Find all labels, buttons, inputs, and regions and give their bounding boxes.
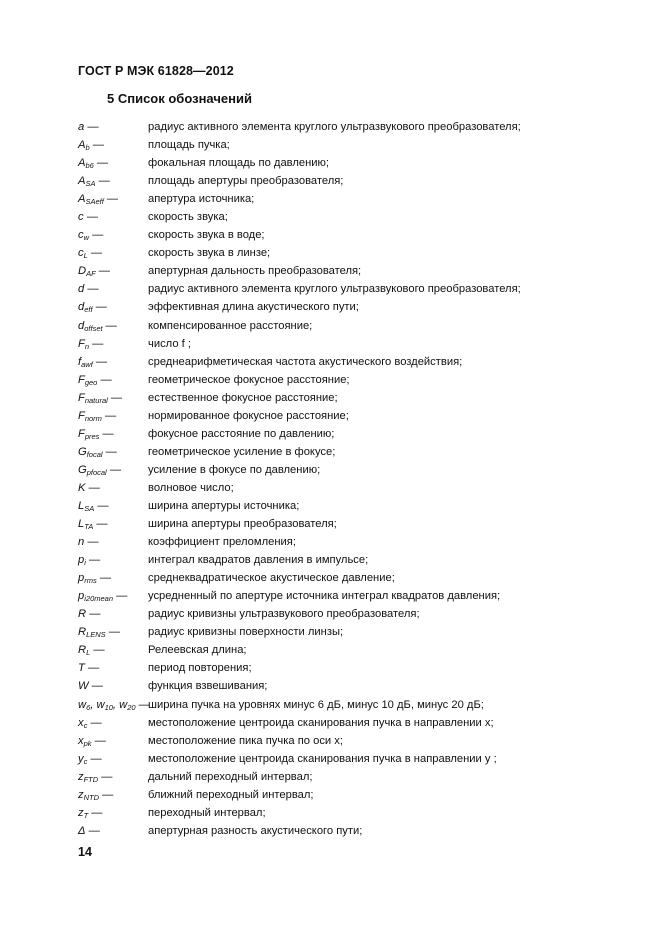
symbol-base: G <box>78 445 87 458</box>
symbol-definition: функция взвешивания; <box>148 680 268 693</box>
em-dash: — <box>90 644 105 657</box>
symbol <box>78 533 99 551</box>
symbol-row <box>78 768 638 786</box>
symbol-row <box>78 461 638 479</box>
symbol-row <box>78 335 638 353</box>
symbol-base: c <box>78 211 84 224</box>
symbol <box>78 659 99 677</box>
em-dash: — <box>92 301 107 314</box>
symbol <box>78 605 100 623</box>
symbol-definition: ширина пучка на уровнях минус 6 дБ, минус 10 дБ, минус 20 дБ; <box>148 698 484 711</box>
em-dash: — <box>96 572 112 585</box>
symbol <box>78 677 103 695</box>
symbol-row <box>78 714 638 732</box>
em-dash: — <box>87 716 102 729</box>
symbol-definition: геометрическое усиление в фокусе; <box>148 445 336 458</box>
symbol-definition: апертура источника; <box>148 193 255 206</box>
symbol-definition: апертурная разность акустического пути; <box>148 824 363 837</box>
symbol-row <box>78 750 638 768</box>
em-dash: — <box>87 247 103 260</box>
symbol-row <box>78 822 638 840</box>
symbol-base: c <box>78 247 84 260</box>
symbol-row <box>78 732 638 750</box>
em-dash: — <box>99 788 114 801</box>
symbol-base: L <box>78 518 85 531</box>
symbol-base: z <box>78 806 84 819</box>
symbol-definition: ближний переходный интервал; <box>148 788 314 801</box>
em-dash: — <box>84 662 100 675</box>
symbol-base: p <box>78 572 85 585</box>
symbol-row <box>78 425 638 443</box>
em-dash: — <box>94 499 109 512</box>
symbol-base: F <box>78 409 85 422</box>
symbol-definition: усиление в фокусе по давлению; <box>148 463 321 476</box>
symbol-base: z <box>78 770 84 783</box>
symbol-definition: дальний переходный интервал; <box>148 770 313 783</box>
symbol-subscript: eff <box>84 305 93 315</box>
em-dash: — <box>93 157 109 170</box>
symbol-subscript: TA <box>84 522 94 532</box>
symbol-definition: ширина апертуры преобразователя; <box>148 518 337 531</box>
symbol-base: R <box>78 644 87 657</box>
symbol-subscript: L <box>86 648 91 658</box>
symbol-row <box>78 280 638 298</box>
symbol-subscript: i20mean <box>84 594 114 604</box>
symbol-row <box>78 641 638 659</box>
symbol-subscript: awf <box>81 359 93 369</box>
symbol-definition: переходный интервал; <box>148 806 266 819</box>
symbol-definition: площадь апертуры преобразователя; <box>148 175 344 188</box>
symbol-definition: местоположение пика пучка по оси x; <box>148 734 343 747</box>
em-dash: — <box>95 265 110 278</box>
symbol-base: A <box>78 175 86 188</box>
symbol-definition: радиус кривизны поверхности линзы; <box>148 626 344 639</box>
em-dash: — <box>85 824 100 837</box>
symbol-base: W <box>78 680 89 693</box>
symbol-subscript: c <box>83 720 88 730</box>
symbol-base: c <box>78 229 84 242</box>
symbol-base: z <box>78 788 84 801</box>
symbol-row <box>78 389 638 407</box>
em-dash: — <box>92 355 108 368</box>
symbol-definition: интеграл квадратов давления в импульсе; <box>148 554 369 567</box>
symbol-row <box>78 587 638 605</box>
em-dash: — <box>87 752 102 765</box>
symbol-base: w <box>78 698 87 711</box>
symbol-definition: скорость звука в линзе; <box>148 247 271 260</box>
symbol-row <box>78 353 638 371</box>
symbol-row <box>78 172 638 190</box>
symbol-subscript: LENS <box>86 630 106 640</box>
em-dash: — <box>99 427 114 440</box>
symbol-row <box>78 226 638 244</box>
symbol-row <box>78 118 638 136</box>
symbol-base: p <box>78 590 85 603</box>
symbol-base: L <box>78 499 85 512</box>
symbol-subscript: SA <box>84 503 95 513</box>
symbol-base: F <box>78 427 85 440</box>
symbol-subscript: T <box>83 810 89 820</box>
symbol-base: n <box>78 536 85 549</box>
em-dash: — <box>102 319 117 332</box>
symbol-row <box>78 244 638 262</box>
symbol-base: d <box>78 319 85 332</box>
em-dash: — <box>103 193 119 206</box>
em-dash: — <box>95 175 110 188</box>
symbol-definition: эффективная длина акустического пути; <box>148 301 359 314</box>
symbol-row <box>78 696 638 714</box>
symbol-base: F <box>78 391 85 404</box>
em-dash: — <box>97 373 112 386</box>
symbol-subscript: pk <box>83 738 92 748</box>
symbol-row <box>78 804 638 822</box>
em-dash: — <box>84 283 99 296</box>
symbol-definition: среднеквадратическое акустическое давление; <box>148 572 395 585</box>
symbol-definition: радиус кривизны ультразвукового преобразователя; <box>148 608 420 621</box>
symbol-row <box>78 623 638 641</box>
symbol-subscript: 6 <box>86 702 91 712</box>
symbol-subscript: natural <box>84 395 108 405</box>
section-title: 5 Список обозначений <box>107 91 252 106</box>
symbol-row <box>78 677 638 695</box>
symbol-row <box>78 659 638 677</box>
symbol-row <box>78 298 638 316</box>
symbol-subscript: i <box>84 558 86 568</box>
symbol-definition: фокусное расстояние по давлению; <box>148 427 335 440</box>
symbol-subscript: norm <box>84 413 102 423</box>
symbol-subscript: rms <box>84 576 97 586</box>
em-dash: — <box>101 409 117 422</box>
symbol-subscript: AF <box>86 269 96 279</box>
symbol-subscript: geo <box>84 377 98 387</box>
symbol-base: D <box>78 265 87 278</box>
em-dash: — <box>88 806 103 819</box>
symbol-subscript: pfocal <box>86 467 107 477</box>
em-dash: — <box>84 121 99 133</box>
em-dash: — <box>89 139 104 152</box>
em-dash: — <box>102 445 117 458</box>
symbol-definition: площадь пучка; <box>148 139 230 152</box>
symbol-extra: , $w_{10}$, $w_{20}$ <box>90 698 136 712</box>
symbol-subscript: offset <box>84 323 103 333</box>
symbol-subscript: c <box>83 756 88 766</box>
symbol <box>78 822 100 840</box>
symbol <box>78 280 99 298</box>
symbol-definition: скорость звука; <box>148 211 228 224</box>
symbol-row <box>78 371 638 389</box>
symbol-definition: апертурная дальность преобразователя; <box>148 265 362 278</box>
symbol-definition: радиус активного элемента круглого ультразвукового преобразователя; <box>148 283 521 296</box>
em-dash: — <box>93 518 108 531</box>
em-dash: — <box>89 337 104 350</box>
symbol-subscript: SAeff <box>85 197 104 207</box>
symbol-definition: усредненный по апертуре источника интеграл квадратов давления; <box>148 590 501 603</box>
symbol-definition: фокальная площадь по давлению; <box>148 157 330 170</box>
symbol-base: x <box>78 716 84 729</box>
symbol-base: d <box>78 283 85 296</box>
symbol-definition: период повторения; <box>148 662 252 675</box>
symbol <box>78 118 99 136</box>
symbol-subscript: FTD <box>83 774 99 784</box>
symbol-subscript: focal <box>86 449 103 459</box>
em-dash: — <box>89 229 104 242</box>
symbol-subscript: NTD <box>83 792 100 802</box>
em-dash: — <box>98 770 113 783</box>
symbol-base: F <box>78 337 85 350</box>
symbol-base: A <box>78 193 86 206</box>
symbol-row <box>78 786 638 804</box>
page-number: 14 <box>78 845 92 859</box>
document-header: ГОСТ Р МЭК 61828—2012 <box>78 64 234 78</box>
symbol-base: K <box>78 481 86 494</box>
symbol-definition: естественное фокусное расстояние; <box>148 391 338 404</box>
symbol-row <box>78 262 638 280</box>
symbol-subscript: n <box>84 341 90 351</box>
symbol-row <box>78 190 638 208</box>
em-dash: — <box>84 536 99 549</box>
symbol-row <box>78 497 638 515</box>
symbol-row <box>78 605 638 623</box>
em-dash: — <box>106 463 122 476</box>
symbol-base: A <box>78 139 86 152</box>
em-dash: — <box>105 626 120 639</box>
symbol-definition: компенсированное расстояние; <box>148 319 313 332</box>
symbol-subscript: pres <box>84 431 100 441</box>
symbol-definition: радиус активного элемента круглого ультразвукового преобразователя; <box>148 121 521 133</box>
symbol-base: A <box>78 157 86 170</box>
em-dash: — <box>113 590 128 603</box>
symbol-base: G <box>78 463 87 476</box>
symbol-row <box>78 551 638 569</box>
symbol-definition: нормированное фокусное расстояние; <box>148 409 349 422</box>
symbol-row <box>78 443 638 461</box>
symbol-base: x <box>78 734 84 747</box>
symbol-row <box>78 317 638 335</box>
symbol-definition: волновое число; <box>148 481 234 494</box>
symbol-base: p <box>78 554 85 567</box>
symbol-base: R <box>78 626 87 639</box>
symbol-definition: коэффициент преломления; <box>148 536 296 549</box>
symbol-base: T <box>78 662 85 675</box>
symbol-row <box>78 154 638 172</box>
em-dash: — <box>85 481 100 494</box>
symbol-base: f <box>78 355 82 368</box>
symbol-definition: среднеарифметическая частота акустического воздействия; <box>148 355 463 368</box>
symbol-definition: число f ; <box>148 337 191 350</box>
symbol-base: d <box>78 301 85 314</box>
em-dash: — <box>135 698 150 711</box>
symbol-subscript: b <box>85 143 90 153</box>
symbol-definition: скорость звука в воде; <box>148 229 265 242</box>
symbol-row <box>78 208 638 226</box>
symbol-row <box>78 407 638 425</box>
symbol-definition: Релеевская длина; <box>148 644 247 657</box>
symbol-base: a <box>78 121 85 133</box>
symbol-definition: геометрическое фокусное расстояние; <box>148 373 350 386</box>
em-dash: — <box>86 608 101 621</box>
em-dash: — <box>88 680 103 693</box>
symbol-definition: местоположение центроида сканирования пучка в направлении y ; <box>148 752 497 765</box>
em-dash: — <box>85 554 101 567</box>
symbol-definition: местоположение центроида сканирования пучка в направлении x; <box>148 716 494 729</box>
symbol-subscript: b6 <box>85 161 94 171</box>
em-dash: — <box>107 391 123 404</box>
symbol <box>78 479 100 497</box>
symbol-subscript: SA <box>85 179 96 189</box>
symbol-definition: ширина апертуры источника; <box>148 499 300 512</box>
em-dash: — <box>91 734 106 747</box>
symbol-row <box>78 515 638 533</box>
symbol-subscript: L <box>83 251 88 261</box>
symbol-base: R <box>78 608 87 621</box>
symbol-subscript: w <box>83 233 90 243</box>
symbol-base: y <box>78 752 84 765</box>
symbol-row <box>78 569 638 587</box>
symbol-list <box>78 118 638 840</box>
symbol-row <box>78 533 638 551</box>
symbol-base: Δ <box>78 824 86 837</box>
symbol-row <box>78 479 638 497</box>
symbol-row <box>78 136 638 154</box>
symbol <box>78 208 98 226</box>
em-dash: — <box>83 211 98 224</box>
symbol-base: F <box>78 373 85 386</box>
